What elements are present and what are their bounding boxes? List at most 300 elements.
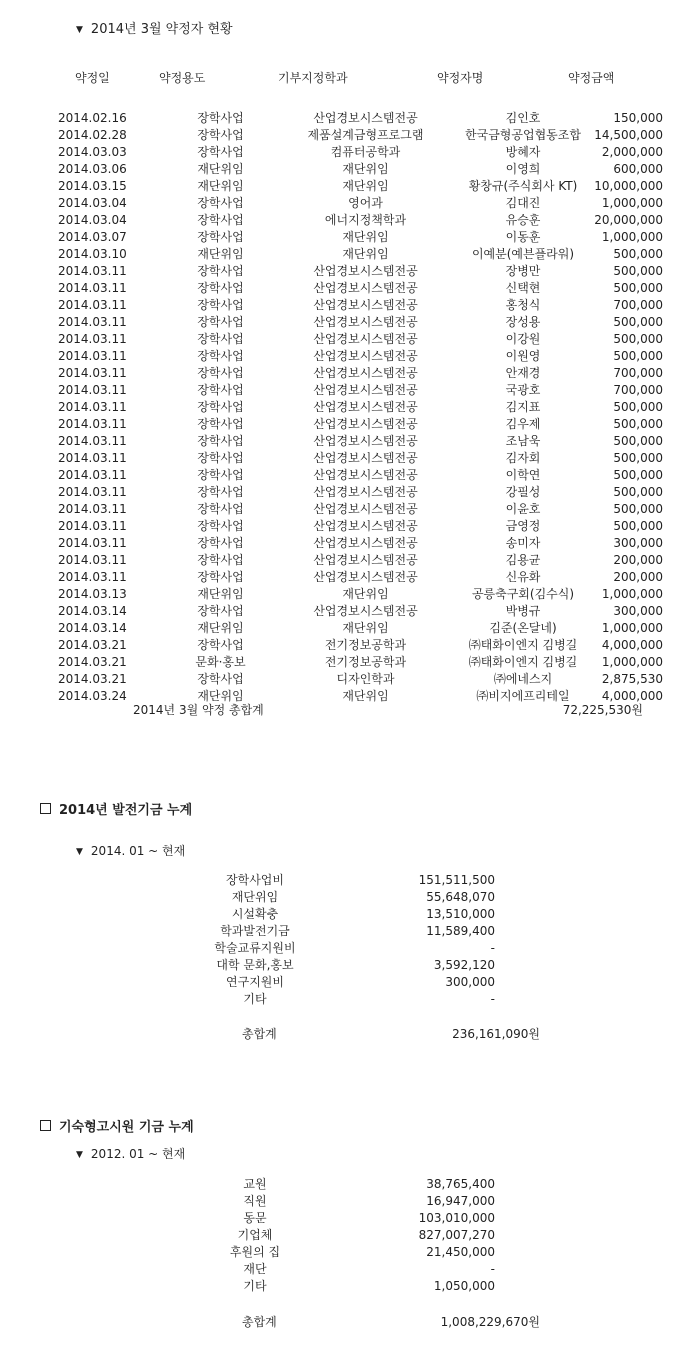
pledge-row: [40, 449, 663, 466]
pledge-use: 재단위임: [197, 587, 244, 601]
pledge-dept: 산업경보시스템전공: [313, 570, 418, 584]
pledge-row: [40, 228, 663, 245]
development-fund-row: [155, 888, 495, 905]
pledge-name: 금영정: [505, 519, 541, 533]
pledge-name: 장병만: [505, 264, 541, 278]
pledge-name: 송미자: [505, 536, 541, 550]
header-name: 약정자명: [437, 71, 484, 85]
development-fund-total-value: 236,161,090원: [452, 1027, 540, 1041]
development-fund-row-value: 3,592,120: [433, 957, 495, 972]
development-fund-row-label: 대학 문화,홍보: [216, 958, 294, 972]
pledge-amount: 2,875,530: [601, 671, 663, 686]
pledge-date: 2014.03.11: [58, 331, 127, 346]
pledge-use: 장학사업: [197, 502, 244, 516]
pledge-use: 장학사업: [197, 434, 244, 448]
newspaper-fund-row: [155, 1192, 495, 1209]
pledge-date: 2014.03.11: [58, 535, 127, 550]
pledge-amount: 20,000,000: [594, 212, 663, 227]
spacer: [355, 1209, 375, 1226]
pledge-amount: 150,000: [613, 110, 663, 125]
pledge-dept: 재단위임: [342, 247, 389, 261]
pledge-use: 재단위임: [197, 621, 244, 635]
pledge-use: 장학사업: [197, 451, 244, 465]
pledge-dept: 산업경보시스템전공: [313, 264, 418, 278]
pledge-date: 2014.03.11: [58, 382, 127, 397]
pledge-dept: 전기정보공학과: [324, 655, 407, 669]
newspaper-fund-row-value: 16,947,000: [426, 1193, 495, 1208]
pledge-use: 장학사업: [197, 417, 244, 431]
spacer: [355, 1175, 375, 1192]
pledge-name: 국광호: [505, 383, 541, 397]
spacer: [355, 973, 375, 990]
pledge-use: 장학사업: [197, 485, 244, 499]
development-fund-row: [155, 990, 495, 1007]
spacer: [355, 956, 375, 973]
spacer: [355, 990, 375, 1007]
pledge-use: 장학사업: [197, 349, 244, 363]
pledge-name: 안재경: [505, 366, 541, 380]
development-fund-row-label: 기타: [243, 992, 267, 1006]
pledge-name: ㈜에네스지: [493, 672, 553, 686]
pledge-row: [40, 517, 663, 534]
pledge-total-label: 2014년 3월 약정 총합계: [133, 703, 264, 717]
pledge-amount: 300,000: [613, 535, 663, 550]
newspaper-fund-body: [155, 1175, 495, 1294]
pledge-use: 장학사업: [197, 400, 244, 414]
pledge-date: 2014.03.11: [58, 416, 127, 431]
pledge-use: 장학사업: [197, 315, 244, 329]
pledge-total-value: 72,225,530원: [562, 703, 643, 717]
pledge-amount: 500,000: [613, 399, 663, 414]
newspaper-fund-row-value: 21,450,000: [426, 1244, 495, 1259]
pledge-date: 2014.03.21: [58, 654, 127, 669]
newspaper-fund-row: [155, 1175, 495, 1192]
pledge-dept: 산업경보시스템전공: [313, 366, 418, 380]
pledge-date: 2014.03.10: [58, 246, 127, 261]
development-fund-row: [155, 905, 495, 922]
pledge-use: 장학사업: [197, 196, 244, 210]
pledge-dept: 산업경보시스템전공: [313, 604, 418, 618]
pledge-date: 2014.03.21: [58, 637, 127, 652]
pledge-row: [40, 211, 663, 228]
newspaper-fund-row-value: 1,050,000: [433, 1278, 495, 1293]
pledge-name: 박병규: [505, 604, 541, 618]
pledge-name: 공릉축구회(김수식): [471, 587, 575, 601]
pledge-row: [40, 143, 663, 160]
pledge-date: 2014.03.24: [58, 688, 127, 703]
pledge-amount: 700,000: [613, 365, 663, 380]
pledge-name: 조남욱: [505, 434, 541, 448]
pledge-name: 김지표: [505, 400, 541, 414]
pledge-dept: 재단위임: [342, 179, 389, 193]
pledge-date: 2014.03.11: [58, 263, 127, 278]
pledge-dept: 재단위임: [342, 689, 389, 703]
pledge-date: 2014.03.03: [58, 144, 127, 159]
pledge-dept: 영어과: [348, 196, 383, 210]
pledge-date: 2014.03.14: [58, 620, 127, 635]
newspaper-fund-row-value: 103,010,000: [418, 1210, 495, 1225]
development-fund-row-value: -: [490, 940, 495, 955]
pledge-use: 장학사업: [197, 672, 244, 686]
pledge-date: 2014.03.11: [58, 552, 127, 567]
pledge-name: 김대진: [505, 196, 541, 210]
pledge-row: [40, 194, 663, 211]
development-fund-row: [155, 939, 495, 956]
pledge-amount: 500,000: [613, 467, 663, 482]
pledge-date: 2014.03.04: [58, 212, 127, 227]
pledge-name: 홍청식: [505, 298, 541, 312]
pledge-row: [40, 602, 663, 619]
development-fund-row: [155, 922, 495, 939]
pledge-amount: 500,000: [613, 484, 663, 499]
pledge-name: 한국금형공업협동조합: [465, 128, 581, 142]
pledge-name: 김용균: [505, 553, 541, 567]
pledge-use: 장학사업: [197, 519, 244, 533]
pledge-date: 2014.03.11: [58, 433, 127, 448]
newspaper-fund-title: 기숙형고시원 기금 누계: [59, 1120, 194, 1135]
pledge-date: 2014.03.11: [58, 365, 127, 380]
development-fund-row: [155, 956, 495, 973]
pledge-amount: 300,000: [613, 603, 663, 618]
pledge-use: 장학사업: [197, 213, 244, 227]
pledge-amount: 500,000: [613, 280, 663, 295]
pledge-table-body: [40, 109, 663, 704]
pledge-dept: 전기정보공학과: [324, 638, 407, 652]
pledge-dept: 재단위임: [342, 621, 389, 635]
development-fund-row-value: -: [490, 991, 495, 1006]
pledge-amount: 1,000,000: [601, 229, 663, 244]
pledge-amount: 200,000: [613, 569, 663, 584]
pledge-date: 2014.03.11: [58, 501, 127, 516]
pledge-amount: 500,000: [613, 348, 663, 363]
pledge-row: [40, 381, 663, 398]
header-dept: 기부지정학과: [278, 71, 348, 85]
development-fund-row-value: 151,511,500: [418, 872, 495, 887]
header-use: 약정용도: [159, 71, 206, 85]
development-fund-row-label: 시설확충: [231, 907, 279, 921]
newspaper-fund-row: [155, 1243, 495, 1260]
pledge-use: 장학사업: [197, 366, 244, 380]
pledge-date: 2014.03.14: [58, 603, 127, 618]
pledge-row: [40, 585, 663, 602]
pledge-amount: 500,000: [613, 450, 663, 465]
pledge-name: 강필성: [505, 485, 541, 499]
pledge-dept: 산업경보시스템전공: [313, 502, 418, 516]
pledge-name: 이동훈: [505, 230, 541, 244]
pledge-use: 장학사업: [197, 298, 244, 312]
newspaper-fund-row: [155, 1209, 495, 1226]
pledge-amount: 500,000: [613, 263, 663, 278]
pledge-dept: 산업경보시스템전공: [313, 468, 418, 482]
pledge-row: [40, 296, 663, 313]
development-fund-row-label: 연구지원비: [226, 975, 284, 989]
pledge-dept: 산업경보시스템전공: [313, 434, 418, 448]
pledge-use: 장학사업: [197, 128, 244, 142]
newspaper-fund-row-value: -: [490, 1261, 495, 1276]
pledge-dept: 산업경보시스템전공: [313, 536, 418, 550]
spacer: [355, 1277, 375, 1294]
pledge-name: 김자회: [505, 451, 541, 465]
pledge-dept: 산업경보시스템전공: [313, 451, 418, 465]
triangle-down-icon: ▼: [76, 25, 83, 35]
newspaper-fund-row-label: 기타: [243, 1279, 267, 1293]
pledge-date: 2014.02.16: [58, 110, 127, 125]
pledge-date: 2014.03.11: [58, 518, 127, 533]
pledge-amount: 700,000: [613, 297, 663, 312]
pledge-row: [40, 568, 663, 585]
pledge-row: [40, 347, 663, 364]
pledge-amount: 500,000: [613, 416, 663, 431]
newspaper-fund-row-label: 동문: [243, 1211, 267, 1225]
pledge-name: 황창규(주식회사 KT): [468, 179, 578, 193]
pledge-dept: 산업경보시스템전공: [313, 281, 418, 295]
pledge-date: 2014.03.11: [58, 467, 127, 482]
pledge-date: 2014.03.07: [58, 229, 127, 244]
pledge-dept: 산업경보시스템전공: [313, 485, 418, 499]
development-fund-total-label: 총합계: [242, 1027, 277, 1041]
newspaper-fund-total-value: 1,008,229,670원: [440, 1315, 540, 1329]
development-fund-row-value: 11,589,400: [426, 923, 495, 938]
pledge-amount: 2,000,000: [601, 144, 663, 159]
pledge-row: [40, 262, 663, 279]
spacer: [355, 905, 375, 922]
development-fund-title: 2014년 발전기금 누계: [59, 803, 193, 818]
pledge-date: 2014.03.11: [58, 280, 127, 295]
pledge-row: [40, 534, 663, 551]
development-fund-row-label: 장학사업비: [226, 873, 284, 887]
pledge-dept: 재단위임: [342, 587, 389, 601]
pledge-use: 장학사업: [197, 111, 244, 125]
pledge-use: 장학사업: [197, 281, 244, 295]
spacer: [355, 871, 375, 888]
pledge-amount: 1,000,000: [601, 620, 663, 635]
pledge-amount: 14,500,000: [594, 127, 663, 142]
pledge-amount: 10,000,000: [594, 178, 663, 193]
pledge-row: [40, 126, 663, 143]
pledge-row: [40, 109, 663, 126]
pledge-amount: 1,000,000: [601, 586, 663, 601]
pledge-row: [40, 466, 663, 483]
pledge-amount: 500,000: [613, 246, 663, 261]
pledge-row: [40, 551, 663, 568]
pledge-row: [40, 160, 663, 177]
pledge-amount: 700,000: [613, 382, 663, 397]
pledge-amount: 200,000: [613, 552, 663, 567]
pledge-row: [40, 432, 663, 449]
pledge-date: 2014.03.11: [58, 348, 127, 363]
pledge-name: ㈜태화이엔지 김병길: [468, 655, 578, 669]
pledge-name: 이예분(예븐플라워): [471, 247, 575, 261]
pledge-use: 장학사업: [197, 145, 244, 159]
pledge-use: 재단위임: [197, 179, 244, 193]
pledge-date: 2014.03.15: [58, 178, 127, 193]
pledge-date: 2014.03.11: [58, 484, 127, 499]
triangle-down-icon: ▼: [76, 847, 83, 857]
spacer: [355, 888, 375, 905]
pledge-use: 재단위임: [197, 689, 244, 703]
pledge-dept: 산업경보시스템전공: [313, 298, 418, 312]
pledge-use: 재단위임: [197, 162, 244, 176]
pledge-use: 장학사업: [197, 536, 244, 550]
newspaper-fund-row-value: 38,765,400: [426, 1176, 495, 1191]
pledge-dept: 재단위임: [342, 162, 389, 176]
pledge-dept: 에너지정책학과: [324, 213, 407, 227]
pledge-use: 재단위임: [197, 247, 244, 261]
pledge-name: 김준(온달네): [489, 621, 557, 635]
newspaper-fund-row-label: 기업체: [237, 1228, 273, 1242]
pledge-use: 장학사업: [197, 383, 244, 397]
pledge-section-title: 2014년 3월 약정자 현황: [90, 22, 233, 37]
pledge-amount: 500,000: [613, 314, 663, 329]
pledge-dept: 산업경보시스템전공: [313, 332, 418, 346]
pledge-date: 2014.03.11: [58, 450, 127, 465]
pledge-name: 장성용: [505, 315, 541, 329]
development-fund-period: 2014. 01 ~ 현재: [90, 844, 186, 858]
pledge-name: ㈜태화이엔지 김병길: [468, 638, 578, 652]
pledge-row: [40, 330, 663, 347]
spacer: [355, 1243, 375, 1260]
pledge-name: 이강원: [505, 332, 541, 346]
triangle-down-icon: ▼: [76, 1150, 83, 1160]
pledge-amount: 4,000,000: [601, 637, 663, 652]
development-fund-title-row: [40, 799, 192, 818]
newspaper-fund-period-row: [76, 1145, 185, 1162]
pledge-name: 신택현: [505, 281, 541, 295]
pledge-section-title-row: [76, 18, 233, 37]
pledge-amount: 500,000: [613, 331, 663, 346]
pledge-row: [40, 177, 663, 194]
pledge-dept: 디자인학과: [336, 672, 395, 686]
pledge-name: 방혜자: [505, 145, 541, 159]
pledge-use: 장학사업: [197, 468, 244, 482]
pledge-dept: 산업경보시스템전공: [313, 417, 418, 431]
development-fund-row-value: 13,510,000: [426, 906, 495, 921]
spacer: [355, 939, 375, 956]
square-outline-icon: [40, 1120, 51, 1131]
pledge-use: 장학사업: [197, 570, 244, 584]
pledge-use: 문화·홍보: [195, 655, 246, 669]
pledge-dept: 산업경보시스템전공: [313, 315, 418, 329]
pledge-use: 장학사업: [197, 264, 244, 278]
pledge-dept: 컴퓨터공학과: [330, 145, 401, 159]
pledge-table: [40, 109, 663, 704]
development-fund-row-label: 학술교류지원비: [214, 941, 296, 955]
header-amount: 약정금액: [568, 71, 615, 85]
pledge-use: 장학사업: [197, 332, 244, 346]
pledge-date: 2014.03.04: [58, 195, 127, 210]
spacer: [355, 1260, 375, 1277]
pledge-date: 2014.03.21: [58, 671, 127, 686]
pledge-name: 김우제: [505, 417, 541, 431]
pledge-dept: 산업경보시스템전공: [313, 111, 418, 125]
pledge-row: [40, 670, 663, 687]
newspaper-fund-row-label: 재단: [243, 1262, 267, 1276]
pledge-row: [40, 398, 663, 415]
development-fund-period-row: [76, 842, 185, 859]
pledge-name: 신유화: [505, 570, 541, 584]
newspaper-fund-row-value: 827,007,270: [418, 1227, 495, 1242]
pledge-use: 장학사업: [197, 638, 244, 652]
pledge-amount: 500,000: [613, 433, 663, 448]
pledge-date: 2014.02.28: [58, 127, 127, 142]
pledge-amount: 600,000: [613, 161, 663, 176]
pledge-amount: 500,000: [613, 501, 663, 516]
pledge-name: ㈜비지에프리테일: [476, 689, 570, 703]
pledge-date: 2014.03.11: [58, 569, 127, 584]
development-fund-row: [155, 871, 495, 888]
development-fund-row-label: 재단위임: [231, 890, 279, 904]
spacer: [355, 922, 375, 939]
newspaper-fund-row-label: 직원: [243, 1194, 267, 1208]
development-fund-row-label: 학과발전기금: [220, 924, 290, 938]
pledge-dept: 산업경보시스템전공: [313, 400, 418, 414]
newspaper-fund-row: [155, 1260, 495, 1277]
development-fund-body: [155, 871, 495, 1007]
pledge-name: 이영희: [505, 162, 541, 176]
pledge-use: 장학사업: [197, 553, 244, 567]
pledge-row: [40, 483, 663, 500]
pledge-date: 2014.03.11: [58, 314, 127, 329]
pledge-row: [40, 653, 663, 670]
header-date: 약정일: [75, 71, 110, 85]
newspaper-fund-row: [155, 1277, 495, 1294]
newspaper-fund-table: [155, 1175, 495, 1294]
pledge-row: [40, 364, 663, 381]
pledge-amount: 1,000,000: [601, 654, 663, 669]
pledge-use: 장학사업: [197, 604, 244, 618]
newspaper-fund-title-row: [40, 1116, 194, 1135]
pledge-name: 유승훈: [505, 213, 541, 227]
pledge-dept: 산업경보시스템전공: [313, 519, 418, 533]
pledge-row: [40, 279, 663, 296]
spacer: [355, 1226, 375, 1243]
pledge-amount: 1,000,000: [601, 195, 663, 210]
pledge-name: 이학연: [505, 468, 541, 482]
pledge-date: 2014.03.11: [58, 399, 127, 414]
pledge-dept: 산업경보시스템전공: [313, 383, 418, 397]
newspaper-fund-row-label: 후원의 집: [229, 1245, 281, 1259]
pledge-date: 2014.03.11: [58, 297, 127, 312]
pledge-dept: 산업경보시스템전공: [313, 553, 418, 567]
square-outline-icon: [40, 803, 51, 814]
pledge-dept: 산업경보시스템전공: [313, 349, 418, 363]
pledge-row: [40, 636, 663, 653]
development-fund-row-value: 300,000: [445, 974, 495, 989]
pledge-dept: 재단위임: [342, 230, 389, 244]
pledge-date: 2014.03.06: [58, 161, 127, 176]
pledge-amount: 4,000,000: [601, 688, 663, 703]
newspaper-fund-period: 2012. 01 ~ 현재: [90, 1147, 186, 1161]
pledge-row: [40, 313, 663, 330]
development-fund-row: [155, 973, 495, 990]
development-fund-table: [155, 871, 495, 1007]
newspaper-fund-total-label: 총합계: [242, 1315, 277, 1329]
pledge-row: [40, 619, 663, 636]
newspaper-fund-row-label: 교원: [243, 1177, 267, 1191]
pledge-date: 2014.03.13: [58, 586, 127, 601]
pledge-dept: 제품설계금형프로그램: [307, 128, 424, 142]
pledge-name: 이윤호: [505, 502, 541, 516]
pledge-row: [40, 415, 663, 432]
pledge-name: 이원영: [505, 349, 541, 363]
spacer: [355, 1192, 375, 1209]
pledge-amount: 500,000: [613, 518, 663, 533]
pledge-use: 장학사업: [197, 230, 244, 244]
pledge-row: [40, 245, 663, 262]
newspaper-fund-row: [155, 1226, 495, 1243]
development-fund-row-value: 55,648,070: [426, 889, 495, 904]
pledge-name: 김인호: [505, 111, 541, 125]
